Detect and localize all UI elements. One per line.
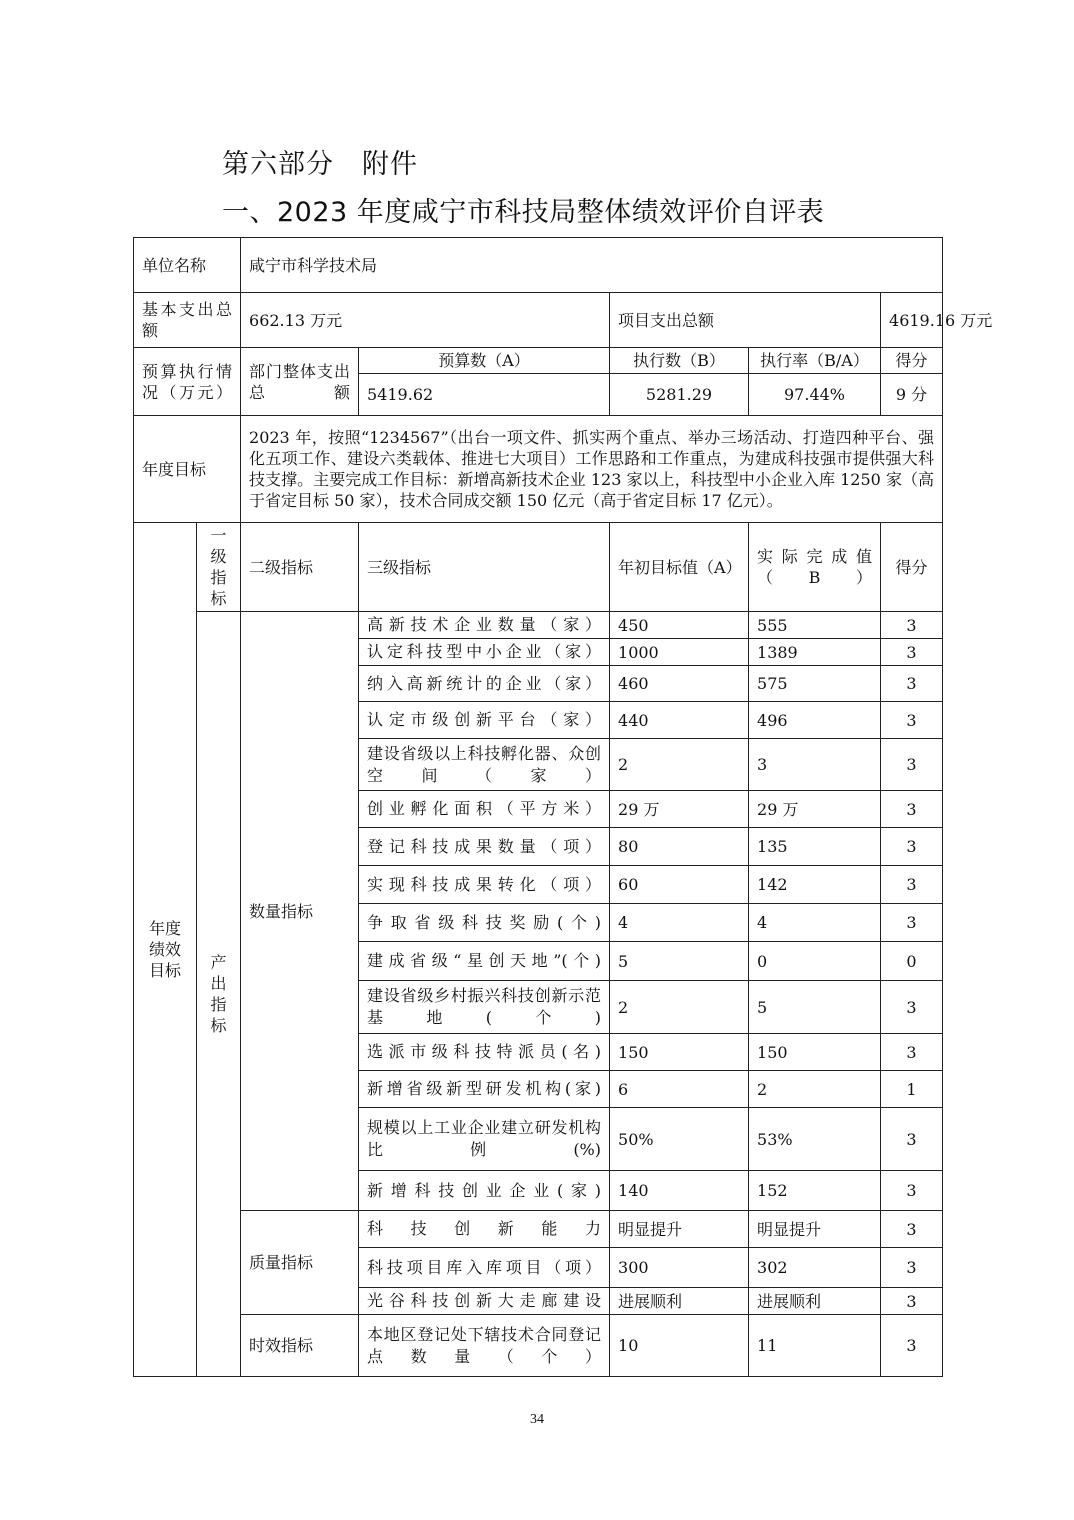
indicator-row — [134, 1211, 943, 1248]
actual-value: 53% — [749, 1108, 881, 1171]
score-value: 3 — [881, 1211, 943, 1248]
part-heading: 第六部分 附件 — [222, 149, 418, 180]
actual-value: 0 — [749, 942, 881, 981]
page-number: 34 — [530, 1412, 544, 1427]
actual-value: 明显提升 — [749, 1211, 881, 1248]
score-value: 1 — [881, 1071, 943, 1108]
budget-header-row — [134, 348, 943, 374]
score-value: 3 — [881, 981, 943, 1034]
target-value: 60 — [610, 866, 749, 904]
actual-value: 575 — [749, 666, 881, 702]
level3-indicator-name: 选派市级科技特派员(名) — [359, 1034, 610, 1071]
level3-indicator-name: 规模以上工业企业建立研发机构比例(%) — [359, 1108, 610, 1171]
actual-value: 进展顺利 — [749, 1288, 881, 1315]
score-value: 3 — [881, 1171, 943, 1211]
annual-target-text: 2023 年，按照“1234567”（出台一项文件、抓实两个重点、举办三场活动、打造四种平台、强化五项工作、建设六类载体、推进七大项目）工作思路和工作重点，为建成科技强市提供强大科技支撑。主要完成工作目标：新增高新技术企业 123 家以上，科技型中小企业入库 1250 家（高于省定目标 50 家），技术合同成交额 150 亿元（高于省定目标 17 亿元）。 — [241, 416, 943, 523]
project-expenditure-value: 4619.16 万元 — [881, 293, 943, 348]
level3-indicator-name: 新增省级新型研发机构(家) — [359, 1071, 610, 1108]
actual-value: 135 — [749, 828, 881, 866]
dept-total-expenditure-label: 部门整体支出总额 — [241, 348, 359, 416]
actual-value: 1389 — [749, 639, 881, 666]
actual-value: 29 万 — [749, 791, 881, 828]
actual-value: 555 — [749, 612, 881, 639]
budget-score-header: 得分 — [881, 348, 943, 374]
level3-indicator-name: 新增科技创业企业(家) — [359, 1171, 610, 1211]
score-value: 3 — [881, 702, 943, 739]
score-value: 3 — [881, 828, 943, 866]
score-value: 3 — [881, 612, 943, 639]
level3-indicator-name: 高新技术企业数量（家） — [359, 612, 610, 639]
budget-rate-value: 97.44% — [749, 374, 881, 416]
budget-rate-header: 执行率（B/A） — [749, 348, 881, 374]
level3-indicator-name: 建设省级以上科技孵化器、众创空间（家） — [359, 739, 610, 791]
target-value-header: 年初目标值（A） — [610, 523, 749, 612]
budget-execution-label: 预算执行情况（万元） — [134, 348, 241, 416]
budget-plan-header: 预算数（A） — [359, 348, 610, 374]
performance-evaluation-table — [133, 237, 993, 1377]
level3-indicator-name: 本地区登记处下辖技术合同登记点数量（个） — [359, 1315, 610, 1377]
target-value: 29 万 — [610, 791, 749, 828]
target-value: 4 — [610, 904, 749, 942]
level3-indicator-name: 认定科技型中小企业（家） — [359, 639, 610, 666]
actual-value: 2 — [749, 1071, 881, 1108]
performance-target-section-label: 年度绩效目标 — [134, 523, 197, 1377]
score-value: 3 — [881, 1248, 943, 1288]
target-value: 80 — [610, 828, 749, 866]
level1-indicator-header: 一级指标 — [197, 523, 241, 612]
target-value: 10 — [610, 1315, 749, 1377]
level2-indicator-header: 二级指标 — [241, 523, 359, 612]
annual-target-row — [134, 416, 943, 523]
actual-value: 11 — [749, 1315, 881, 1377]
unit-label: 单位名称 — [134, 238, 241, 293]
table-body — [134, 238, 993, 1377]
score-value: 3 — [881, 1108, 943, 1171]
level3-indicator-name: 认定市级创新平台（家） — [359, 702, 610, 739]
score-value: 3 — [881, 866, 943, 904]
budget-plan-value: 5419.62 — [359, 374, 610, 416]
score-value: 3 — [881, 739, 943, 791]
level3-indicator-name: 建设省级乡村振兴科技创新示范基地(个) — [359, 981, 610, 1034]
target-value: 1000 — [610, 639, 749, 666]
actual-value: 152 — [749, 1171, 881, 1211]
target-value: 440 — [610, 702, 749, 739]
indicator-row — [134, 612, 943, 639]
score-value: 3 — [881, 904, 943, 942]
level3-indicator-name: 科技项目库入库项目（项） — [359, 1248, 610, 1288]
actual-value: 496 — [749, 702, 881, 739]
actual-value-header: 实际完成值（B） — [749, 523, 881, 612]
level2-indicator-1: 质量指标 — [241, 1211, 359, 1315]
score-value: 3 — [881, 639, 943, 666]
level1-indicator-output: 产出指标 — [197, 612, 241, 1377]
level3-indicator-name: 实现科技成果转化（项） — [359, 866, 610, 904]
basic-expenditure-row — [134, 293, 943, 348]
actual-value: 302 — [749, 1248, 881, 1288]
level3-indicator-name: 纳入高新统计的企业（家） — [359, 666, 610, 702]
target-value: 300 — [610, 1248, 749, 1288]
target-value: 140 — [610, 1171, 749, 1211]
score-value: 3 — [881, 1034, 943, 1071]
level3-indicator-name: 科技创新能力 — [359, 1211, 610, 1248]
target-value: 6 — [610, 1071, 749, 1108]
actual-value: 4 — [749, 904, 881, 942]
target-value: 5 — [610, 942, 749, 981]
page-title: 一、2023 年度咸宁市科技局整体绩效评价自评表 — [222, 197, 825, 228]
target-value: 2 — [610, 981, 749, 1034]
basic-expenditure-value: 662.13 万元 — [241, 293, 610, 348]
level3-indicator-name: 建成省级“星创天地”(个) — [359, 942, 610, 981]
score-value: 3 — [881, 791, 943, 828]
annual-target-label: 年度目标 — [134, 416, 241, 523]
actual-value: 5 — [749, 981, 881, 1034]
score-value: 3 — [881, 1315, 943, 1377]
basic-expenditure-label: 基本支出总额 — [134, 293, 241, 348]
level2-indicator-2: 时效指标 — [241, 1315, 359, 1377]
target-value: 460 — [610, 666, 749, 702]
score-header: 得分 — [881, 523, 943, 612]
target-value: 进展顺利 — [610, 1288, 749, 1315]
target-value: 2 — [610, 739, 749, 791]
level2-indicator-0: 数量指标 — [241, 612, 359, 1211]
target-value: 150 — [610, 1034, 749, 1071]
level3-indicator-header: 三级指标 — [359, 523, 610, 612]
level3-indicator-name: 争取省级科技奖励(个) — [359, 904, 610, 942]
level3-indicator-name: 创业孵化面积（平方米） — [359, 791, 610, 828]
indicator-row — [134, 1315, 943, 1377]
level3-indicator-name: 光谷科技创新大走廊建设 — [359, 1288, 610, 1315]
target-value: 450 — [610, 612, 749, 639]
actual-value: 142 — [749, 866, 881, 904]
target-value: 明显提升 — [610, 1211, 749, 1248]
actual-value: 3 — [749, 739, 881, 791]
actual-value: 150 — [749, 1034, 881, 1071]
budget-actual-header: 执行数（B） — [610, 348, 749, 374]
budget-score-value: 9 分 — [881, 374, 943, 416]
level3-indicator-name: 登记科技成果数量（项） — [359, 828, 610, 866]
unit-row — [134, 238, 943, 293]
indicator-header-row — [134, 523, 943, 612]
unit-name: 咸宁市科学技术局 — [241, 238, 943, 293]
score-value: 3 — [881, 666, 943, 702]
score-value: 0 — [881, 942, 943, 981]
score-value: 3 — [881, 1288, 943, 1315]
budget-actual-value: 5281.29 — [610, 374, 749, 416]
project-expenditure-label: 项目支出总额 — [610, 293, 881, 348]
target-value: 50% — [610, 1108, 749, 1171]
